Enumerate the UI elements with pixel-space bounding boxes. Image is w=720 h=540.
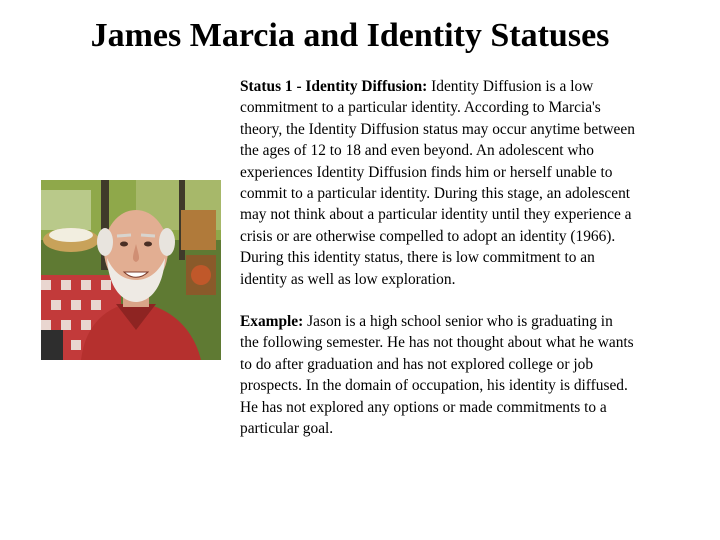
portrait-photo [41, 180, 221, 360]
example-heading: Example: [240, 313, 304, 331]
status-paragraph [240, 76, 635, 290]
example-paragraph [240, 311, 635, 439]
content-block [240, 76, 635, 440]
status-heading: Status 1 - Identity Diffusion: [240, 78, 428, 95]
portrait-illustration [41, 180, 221, 360]
example-description: Jason is a high school senior who is graduating in the following semester. He has not thought about what he wants to do after graduation and has not explored college or job prospects. In the domain of occupation, his identity is diffused. He has not explored any options or made commitments to a particular goal. [240, 313, 634, 438]
slide-title: James Marcia and Identity Statuses [90, 17, 610, 54]
status-description: Identity Diffusion is a low commitment to a particular identity. According to Marcia's theory, the Identity Diffusion status may occur anytime between the ages of 12 to 18 and even beyond. An adolescent who experiences Identity Diffusion finds him or herself unable to commit to a particular identity. During this stage, an adolescent may not think about a particular identity until they experience a crisis or are otherwise compelled to adopt an identity (1966). During this identity status, there is low commitment to an identity as well as low exploration. [240, 78, 635, 288]
